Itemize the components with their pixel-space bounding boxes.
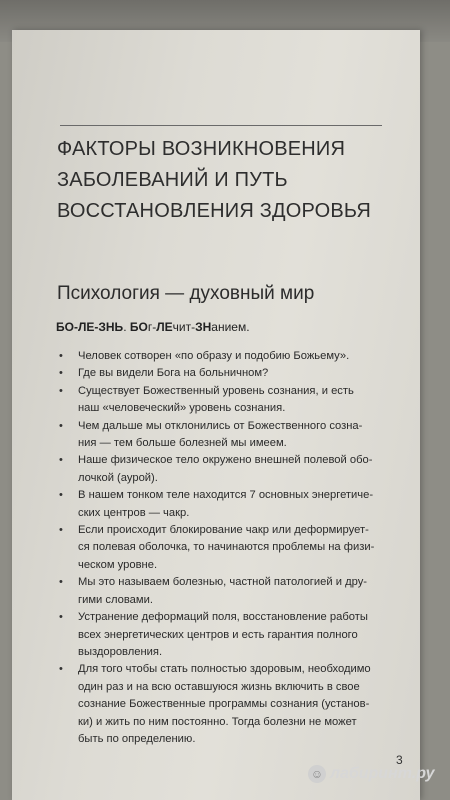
watermark-text: лабиринт.ру bbox=[330, 765, 435, 782]
list-item-line: Существует Божественный уровень сознания, и есть bbox=[78, 384, 354, 397]
subtitle-part: чит- bbox=[172, 320, 196, 334]
list-item-line: ческом уровне. bbox=[78, 558, 158, 571]
list-item-line: выздоровления. bbox=[78, 645, 163, 658]
chapter-title bbox=[57, 134, 397, 227]
list-item bbox=[56, 418, 386, 453]
list-item bbox=[56, 574, 386, 609]
subtitle-part: БО bbox=[129, 320, 148, 334]
list-item bbox=[56, 348, 386, 365]
list-item-line: сознание Божественные программы сознания (установ- bbox=[78, 698, 370, 711]
bullet-icon: • bbox=[59, 489, 63, 502]
bullet-icon: • bbox=[59, 367, 63, 380]
list-item-line: быть по определению. bbox=[78, 732, 196, 745]
list-item bbox=[56, 452, 386, 487]
subtitle bbox=[56, 320, 250, 334]
list-item bbox=[56, 609, 386, 661]
chapter-title-line: ЗАБОЛЕВАНИЙ И ПУТЬ bbox=[57, 169, 288, 191]
labirint-logo-icon: ☺ bbox=[308, 765, 326, 783]
list-item-line: Для того чтобы стать полностью здоровым, необходимо bbox=[78, 663, 371, 676]
list-item-line: В нашем тонком теле находится 7 основных энергетиче- bbox=[78, 489, 374, 502]
list-item-line: Устранение деформаций поля, восстановление работы bbox=[78, 611, 368, 624]
subtitle-part: . bbox=[123, 320, 130, 334]
list-item-line: Наше физическое тело окружено внешней полевой обо- bbox=[78, 454, 373, 467]
list-item bbox=[56, 661, 386, 748]
page-number: 3 bbox=[396, 753, 403, 767]
chapter-title-line: ВОССТАНОВЛЕНИЯ ЗДОРОВЬЯ bbox=[57, 200, 371, 222]
bullet-icon: • bbox=[59, 663, 63, 676]
list-item bbox=[56, 487, 386, 522]
title-rule bbox=[60, 125, 382, 126]
list-item-line: ся полевая оболочка, то начинаются проблемы на физи- bbox=[78, 541, 375, 554]
list-item bbox=[56, 383, 386, 418]
list-item-line: ния — тем больше болезней мы имеем. bbox=[78, 437, 287, 450]
list-item bbox=[56, 365, 386, 382]
book-page bbox=[12, 30, 420, 800]
list-item-line: Мы это называем болезнью, частной патологией и дру- bbox=[78, 576, 368, 589]
section-title: Психология — духовный мир bbox=[57, 283, 315, 304]
list-item-line: Человек сотворен «по образу и подобию Божьему». bbox=[78, 350, 350, 362]
list-item-line: ских центров — чакр. bbox=[78, 506, 190, 519]
list-item-line: ки) и жить по ним постоянно. Тогда болезни не может bbox=[78, 715, 357, 728]
list-item-line: лочкой (аурой). bbox=[78, 471, 158, 484]
list-item-line: Чем дальше мы отклонились от Божественного созна- bbox=[78, 419, 363, 432]
list-item-line: один раз и на всю оставшуюся жизнь включить в свое bbox=[78, 680, 360, 693]
watermark bbox=[308, 765, 434, 783]
list-item-line: всех энергетических центров и есть гарантия полного bbox=[78, 628, 358, 641]
bullet-icon: • bbox=[59, 384, 63, 397]
bullet-icon: • bbox=[59, 611, 63, 624]
list-item-line: Если происходит блокирование чакр или деформирует- bbox=[78, 524, 369, 537]
bullet-icon: • bbox=[59, 419, 63, 432]
bullet-list bbox=[56, 348, 386, 748]
bullet-icon: • bbox=[59, 576, 63, 589]
list-item-line: гими словами. bbox=[78, 593, 153, 606]
list-item-line: Где вы видели Бога на больничном? bbox=[78, 367, 269, 380]
chapter-title-line: ФАКТОРЫ ВОЗНИКНОВЕНИЯ bbox=[57, 138, 346, 160]
bullet-icon: • bbox=[59, 350, 63, 362]
subtitle-part: ЗН bbox=[195, 320, 212, 334]
subtitle-part: г- bbox=[147, 320, 157, 334]
list-item-line: наш «человеческий» уровень сознания. bbox=[78, 402, 286, 415]
bullet-icon: • bbox=[59, 524, 63, 537]
subtitle-part: анием. bbox=[211, 320, 250, 334]
subtitle-part: БО-ЛЕ-ЗНЬ bbox=[56, 320, 124, 334]
list-item bbox=[56, 522, 386, 574]
subtitle-part: ЛЕ bbox=[156, 320, 173, 334]
bullet-icon: • bbox=[59, 454, 63, 467]
